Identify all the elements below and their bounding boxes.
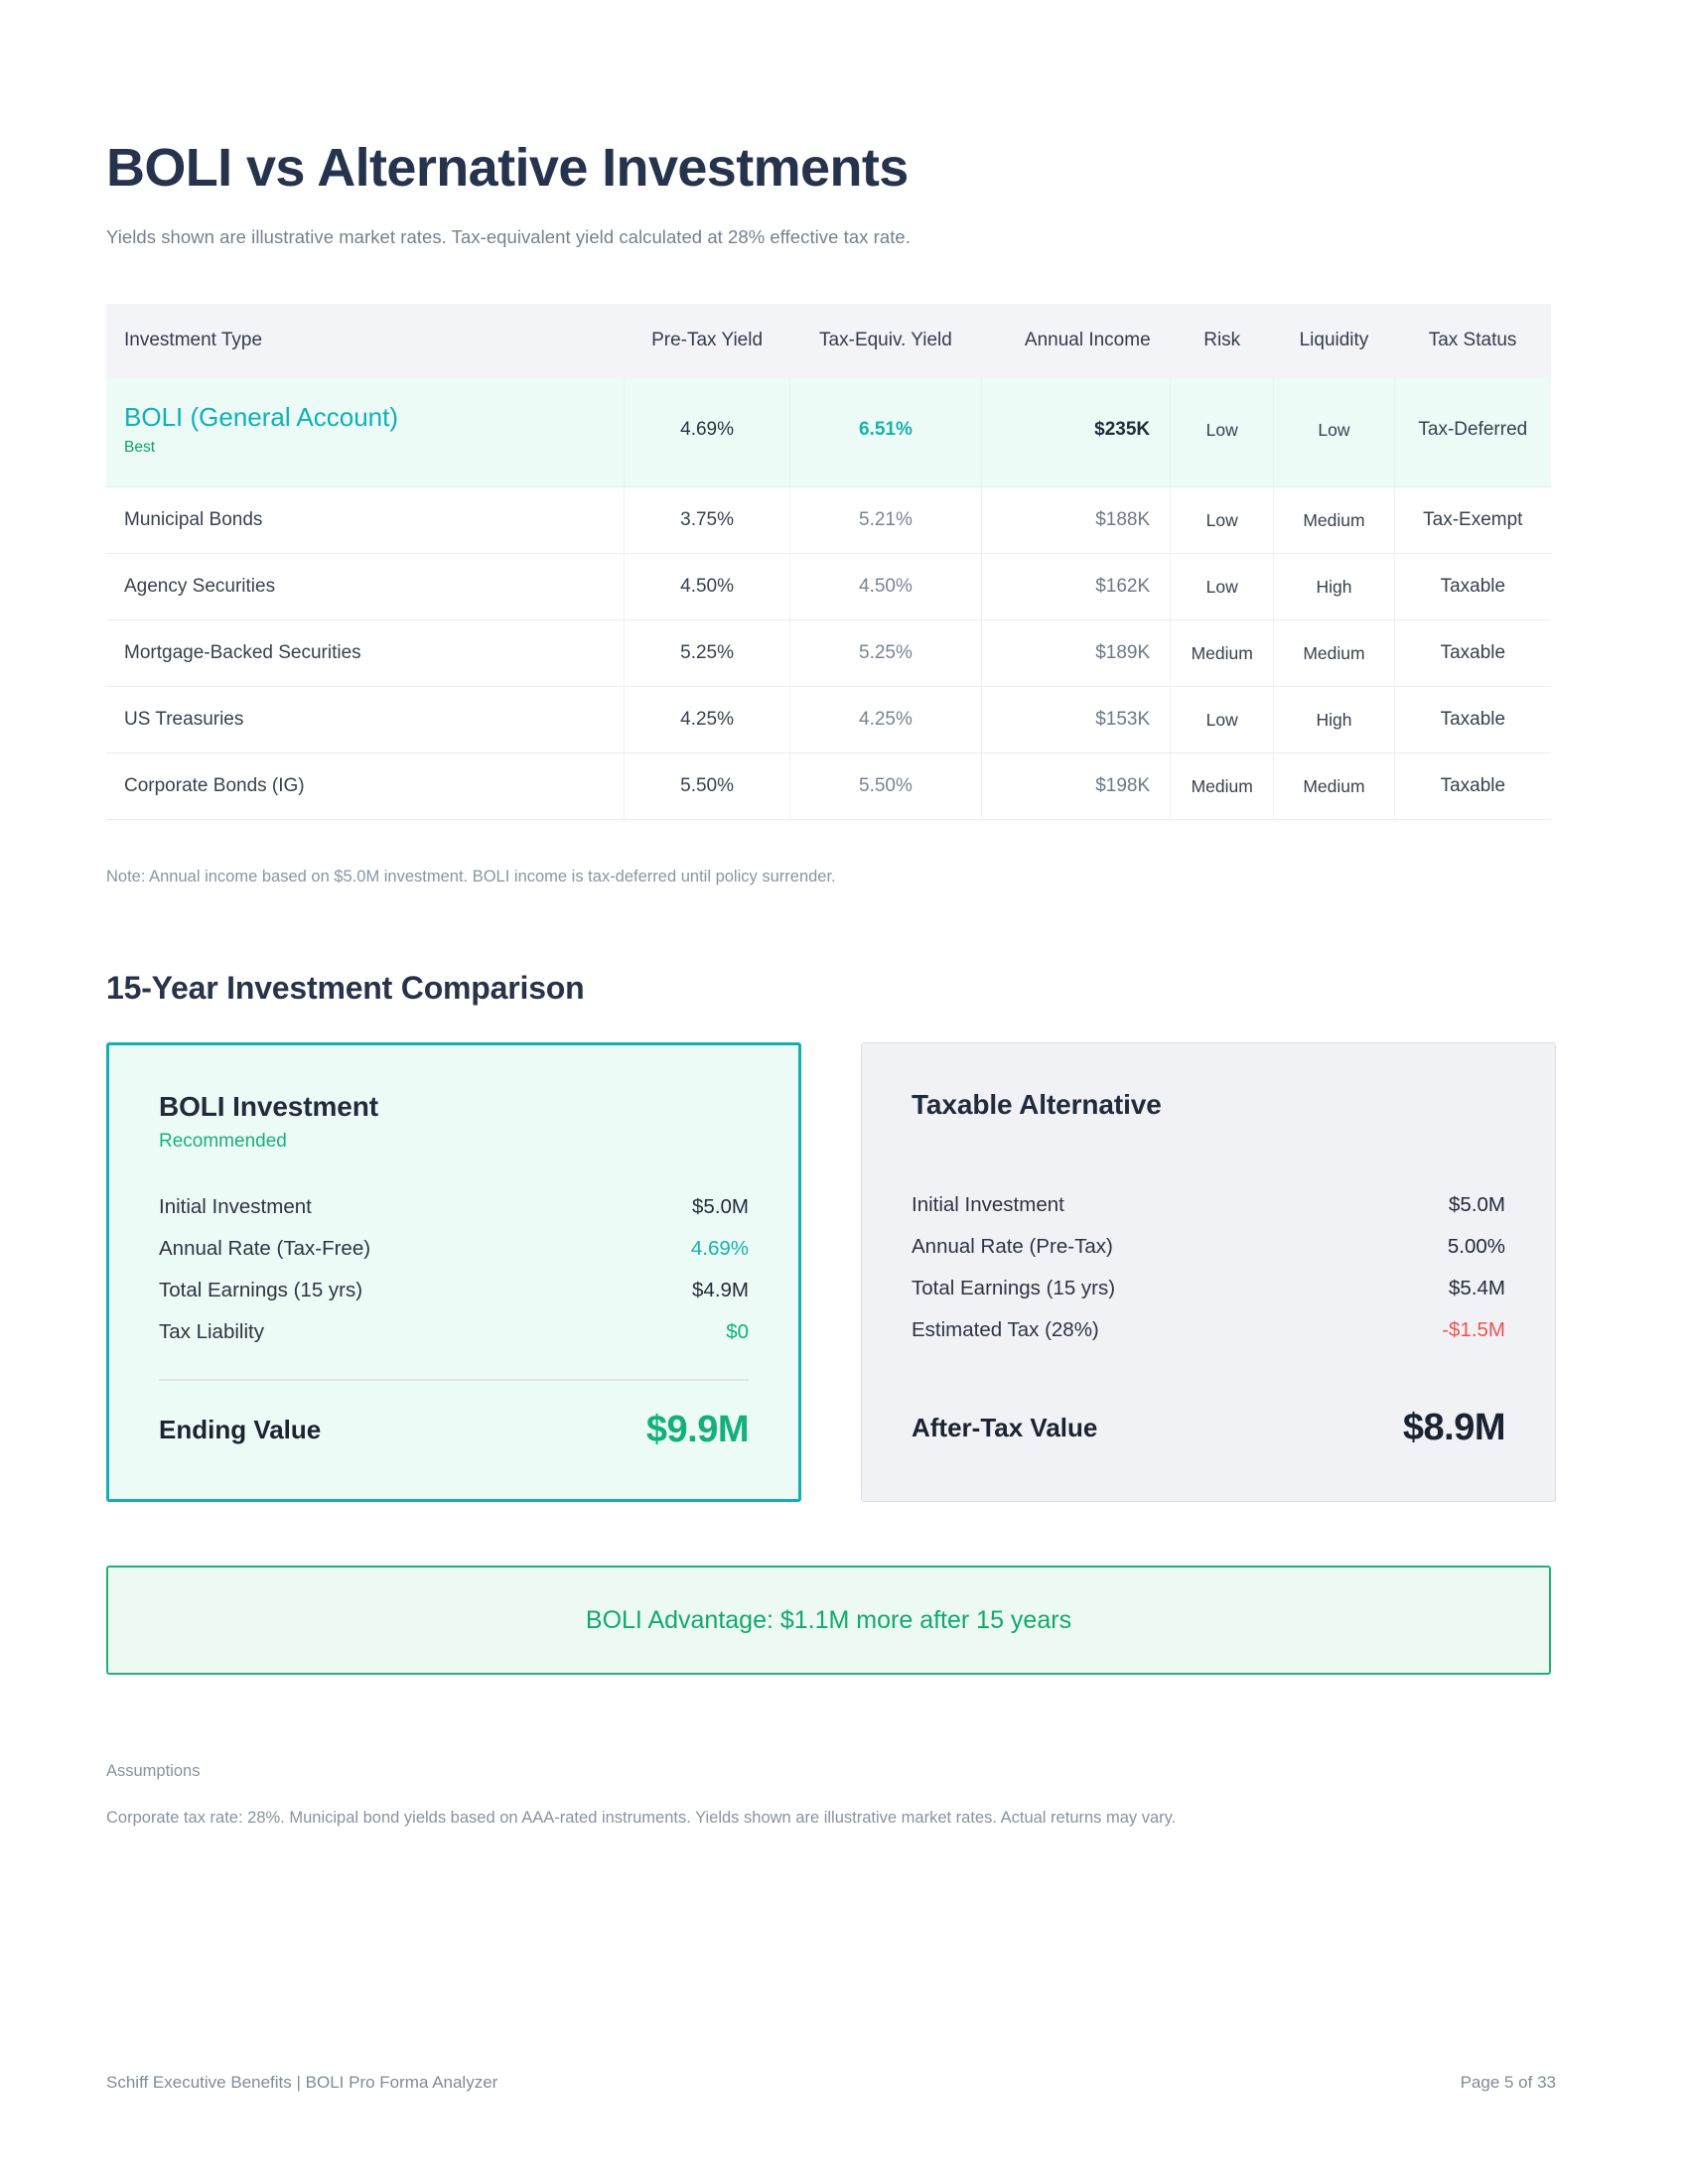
alt-metric-row: [912, 1309, 1505, 1351]
cell-tax-equiv-yield: 5.50%: [789, 753, 981, 820]
comparison-cards: [106, 1042, 1556, 1502]
column-header-tax-status: Tax Status: [1394, 304, 1551, 377]
boli-metric-label: Annual Rate (Tax-Free): [159, 1237, 371, 1261]
cell-investment-type: Agency Securities: [106, 554, 625, 620]
alt-metric-row: [912, 1268, 1505, 1309]
cell-liquidity: Medium: [1274, 487, 1394, 554]
alt-total-value: $8.9M: [1402, 1407, 1505, 1449]
column-header-risk: Risk: [1171, 304, 1274, 377]
alt-metric-label: Initial Investment: [912, 1193, 1064, 1217]
table-row: [106, 554, 1551, 620]
cell-pre-tax-yield: 5.50%: [625, 753, 789, 820]
boli-metric-row: [159, 1228, 749, 1270]
boli-card-divider: [159, 1379, 749, 1381]
cell-tax-status: Taxable: [1394, 554, 1551, 620]
alt-metric-value: 5.00%: [1447, 1235, 1505, 1259]
boli-metric-label: Initial Investment: [159, 1195, 312, 1219]
cell-annual-income: $188K: [982, 487, 1171, 554]
column-header-investment-type: Investment Type: [106, 304, 625, 377]
alt-metric-value: $5.0M: [1449, 1193, 1505, 1217]
boli-advantage-banner: BOLI Advantage: $1.1M more after 15 years: [106, 1566, 1551, 1675]
cell-annual-income: $153K: [982, 687, 1171, 753]
cell-tax-status: Taxable: [1394, 753, 1551, 820]
boli-card-title: BOLI Investment: [159, 1091, 378, 1123]
cell-risk: Medium: [1171, 620, 1274, 687]
investment-name: BOLI (General Account): [124, 402, 399, 433]
best-badge: Best: [124, 439, 156, 457]
table-header: [106, 304, 1551, 377]
boli-total-label: Ending Value: [159, 1415, 322, 1445]
boli-metric-label: Total Earnings (15 yrs): [159, 1279, 363, 1302]
alt-metric-row: [912, 1226, 1505, 1268]
table-note: Note: Annual income based on $5.0M investment. BOLI income is tax-deferred until policy surrender.: [106, 868, 836, 887]
cell-liquidity: High: [1274, 687, 1394, 753]
page-title: BOLI vs Alternative Investments: [106, 138, 909, 198]
boli-metric-value: 4.69%: [690, 1237, 749, 1261]
boli-metric-label: Tax Liability: [159, 1320, 264, 1344]
cell-annual-income: $189K: [982, 620, 1171, 687]
table-row: [106, 687, 1551, 753]
boli-total-value: $9.9M: [645, 1409, 749, 1451]
table-header-row: [106, 304, 1551, 377]
taxable-alternative-card: [861, 1042, 1556, 1502]
page-subtitle: Yields shown are illustrative market rates. Tax-equivalent yield calculated at 28% effective tax rate.: [106, 226, 911, 248]
cell-pre-tax-yield: 4.25%: [625, 687, 789, 753]
assumptions-title: Assumptions: [106, 1762, 201, 1781]
cell-investment-type: Corporate Bonds (IG): [106, 753, 625, 820]
cell-risk: Low: [1171, 687, 1274, 753]
cell-tax-status: Taxable: [1394, 687, 1551, 753]
table-row: [106, 753, 1551, 820]
alt-total-label: After-Tax Value: [912, 1413, 1098, 1443]
cell-tax-equiv-yield: 5.21%: [789, 487, 981, 554]
cell-annual-income: $235K: [982, 377, 1171, 486]
investment-comparison-table: [106, 304, 1551, 820]
alt-metric-row: [912, 1184, 1505, 1226]
boli-metric-value: $4.9M: [692, 1279, 749, 1302]
cell-pre-tax-yield: 5.25%: [625, 620, 789, 687]
cell-investment-type: [106, 377, 625, 486]
alt-metric-value: $5.4M: [1449, 1277, 1505, 1300]
table-row: [106, 487, 1551, 554]
column-header-tax-equiv-yield: Tax-Equiv. Yield: [789, 304, 981, 377]
cell-tax-status: Tax-Deferred: [1394, 377, 1551, 486]
alt-metric-label: Annual Rate (Pre-Tax): [912, 1235, 1113, 1259]
cell-liquidity: Medium: [1274, 753, 1394, 820]
cell-investment-type: US Treasuries: [106, 687, 625, 753]
footer-left-text: Schiff Executive Benefits | BOLI Pro Forma Analyzer: [106, 2073, 498, 2092]
assumptions-section: [106, 1762, 1556, 1831]
section-heading-comparison: 15-Year Investment Comparison: [106, 970, 585, 1007]
boli-metric-row: [159, 1186, 749, 1228]
boli-card-badge: Recommended: [159, 1131, 287, 1153]
column-header-liquidity: Liquidity: [1274, 304, 1394, 377]
cell-risk: Low: [1171, 487, 1274, 554]
cell-pre-tax-yield: 4.69%: [625, 377, 789, 486]
cell-tax-status: Taxable: [1394, 620, 1551, 687]
page-content: [106, 0, 1556, 1831]
cell-liquidity: High: [1274, 554, 1394, 620]
cell-tax-equiv-yield: 4.50%: [789, 554, 981, 620]
cell-annual-income: $198K: [982, 753, 1171, 820]
column-header-annual-income: Annual Income: [982, 304, 1171, 377]
alt-card-title: Taxable Alternative: [912, 1089, 1162, 1121]
alt-card-rows: [912, 1184, 1505, 1351]
column-header-pre-tax-yield: Pre-Tax Yield: [625, 304, 789, 377]
alt-card-divider: [912, 1377, 1505, 1379]
cell-pre-tax-yield: 4.50%: [625, 554, 789, 620]
boli-metric-row: [159, 1270, 749, 1311]
cell-investment-type: Mortgage-Backed Securities: [106, 620, 625, 687]
table-body: [106, 377, 1551, 819]
cell-annual-income: $162K: [982, 554, 1171, 620]
table-row: [106, 620, 1551, 687]
cell-liquidity: Low: [1274, 377, 1394, 486]
table-row: [106, 377, 1551, 486]
footer-page-number: Page 5 of 33: [1460, 2073, 1556, 2092]
cell-investment-type: Municipal Bonds: [106, 487, 625, 554]
cell-tax-equiv-yield: 5.25%: [789, 620, 981, 687]
cell-risk: Low: [1171, 377, 1274, 486]
page-footer: [106, 2073, 1556, 2093]
boli-metric-value: $5.0M: [692, 1195, 749, 1219]
alt-total-row: [912, 1407, 1505, 1449]
alt-metric-label: Total Earnings (15 yrs): [912, 1277, 1116, 1300]
cell-risk: Low: [1171, 554, 1274, 620]
boli-total-row: [159, 1409, 749, 1451]
cell-tax-equiv-yield: 6.51%: [789, 377, 981, 486]
cell-tax-status: Tax-Exempt: [1394, 487, 1551, 554]
cell-pre-tax-yield: 3.75%: [625, 487, 789, 554]
boli-investment-card: [106, 1042, 801, 1502]
boli-metric-value: $0: [726, 1320, 749, 1344]
alt-metric-label: Estimated Tax (28%): [912, 1318, 1099, 1342]
cell-tax-equiv-yield: 4.25%: [789, 687, 981, 753]
cell-risk: Medium: [1171, 753, 1274, 820]
assumptions-text: Corporate tax rate: 28%. Municipal bond yields based on AAA-rated instruments. Yields shown are illustrative market rates. Actual returns may vary.: [106, 1809, 1177, 1828]
cell-liquidity: Medium: [1274, 620, 1394, 687]
boli-metric-row: [159, 1311, 749, 1353]
alt-metric-value: -$1.5M: [1442, 1318, 1505, 1342]
boli-card-rows: [159, 1186, 749, 1353]
